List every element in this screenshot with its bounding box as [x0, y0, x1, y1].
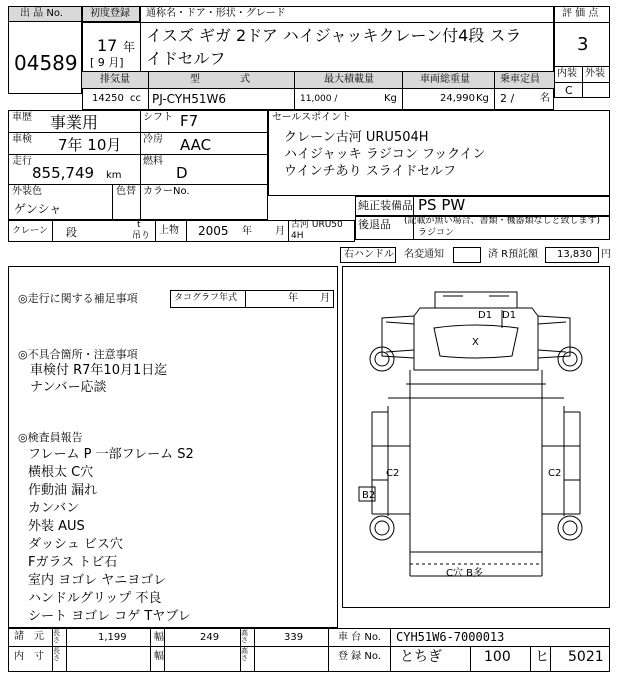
inspection-label: 車検 — [12, 134, 32, 145]
mount-year-unit: 年 — [242, 226, 252, 237]
diagram-mark-d1-right: D1 — [502, 310, 517, 321]
name-label: 通称名・ドア・形状・グレード — [146, 8, 286, 19]
history-value: 事業用 — [50, 113, 99, 132]
aftermarket-label: 後退品 — [358, 218, 391, 231]
inspection-value: 7年 10月 — [58, 136, 122, 154]
diagram-mark-x: X — [472, 337, 479, 348]
max-load-value: 11,000 / — [300, 94, 338, 104]
fuel-label: 燃料 — [143, 156, 163, 167]
displacement-unit: cc — [130, 93, 141, 104]
mileage-label: 走行 — [12, 156, 32, 167]
mileage-unit: km — [106, 170, 122, 181]
inspector-line-7: Fガラス トビ石 — [28, 555, 118, 570]
max-load-unit: Kg — [384, 93, 397, 104]
name-change-label: 名変通知 — [404, 249, 444, 260]
width-value: 249 — [200, 632, 220, 643]
diagram-mark-d1-left: D1 — [478, 310, 493, 321]
car-name-line2: イドセルフ — [146, 49, 226, 68]
shift-label: シフト — [143, 112, 173, 123]
crane-label: クレーン — [12, 226, 48, 236]
inspector-line-6: ダッシュ ビス穴 — [28, 537, 123, 552]
lot-number: 04589 — [14, 51, 78, 75]
tacho-month-unit: 月 — [320, 293, 330, 304]
width-label: 幅 — [154, 632, 164, 643]
dims-label: 諸 元 — [14, 631, 44, 642]
color-label: 外装色 — [12, 186, 42, 197]
displacement-label: 排気量 — [100, 74, 130, 85]
sales-point-3: ウインチあり スライドセルフ — [284, 164, 456, 179]
recycle-unit: 円 — [601, 249, 611, 260]
sales-point-1: クレーン古河 URU504H — [284, 130, 429, 145]
diagram-mark-b2: B2 — [362, 490, 376, 501]
cargo-label: 内 寸 — [14, 651, 44, 662]
first-reg-year: 17 — [97, 36, 118, 55]
crane-lift-unit: 吊り — [132, 231, 151, 241]
inspector-line-1: フレーム P 一部フレーム S2 — [28, 447, 194, 462]
first-reg-month: [ 9 月] — [90, 56, 124, 69]
chassis-label: 車 台 No. — [338, 632, 381, 643]
history-label: 車歴 — [12, 112, 32, 123]
capacity-value: 2 / — [500, 92, 515, 105]
cargo-length-label: 長さ — [53, 647, 60, 663]
reg-class: 100 — [484, 649, 511, 665]
chassis-value: CYH51W6-7000013 — [396, 630, 505, 644]
ac-value: AAC — [180, 136, 212, 154]
cargo-width-label: 幅 — [154, 651, 164, 662]
tacho-year-unit: 年 — [288, 293, 298, 304]
diagram-mark-rear: C穴 B多 — [446, 568, 484, 579]
mount-month-unit: 月 — [275, 226, 285, 237]
defect-2: ナンバー応談 — [30, 380, 107, 395]
displacement-value: 14250 — [92, 93, 124, 104]
driving-notes-label: ◎走行に関する補足事項 — [18, 292, 138, 305]
crane-stages-unit: 段 — [66, 226, 77, 239]
name-change-box — [453, 247, 481, 263]
inspector-label: ◎検査員報告 — [18, 431, 83, 444]
aftermarket-value: ラジコン — [418, 228, 455, 238]
reg-label: 登 録 No. — [338, 651, 381, 662]
reg-region: とちぎ — [400, 649, 442, 665]
interior-label: 内装 — [557, 68, 577, 79]
inspector-line-10: シート ヨゴレ コゲ Tヤブレ — [28, 609, 191, 624]
inspector-line-8: 室内 ヨゴレ ヤニヨゴレ — [28, 573, 167, 588]
defect-1: 車検付 R7年10月1日迄 — [30, 363, 168, 378]
inspector-line-3: 作動油 漏れ — [28, 483, 98, 498]
score-label: 評 価 点 — [562, 8, 599, 19]
crane-ton-unit: t — [137, 220, 141, 230]
capacity-label: 乗車定員 — [500, 74, 540, 85]
model-value: PJ-CYH51W6 — [152, 92, 226, 106]
tacho-label: タコグラフ年式 — [174, 293, 238, 303]
reg-kana: ヒ — [535, 649, 549, 665]
gross-weight-unit: Kg — [476, 93, 489, 104]
aftermarket-note: (記載が無い場合、書類・機器類なしと致します) — [404, 216, 601, 226]
inspector-line-2: 横根太 C穴 — [28, 465, 94, 480]
first-reg-label: 初度登録 — [90, 8, 130, 19]
max-load-label: 最大積載量 — [324, 74, 374, 85]
car-name-line1: イスズ ギガ 2ドア ハイジャッキクレーン付4段 スラ — [146, 26, 522, 45]
gross-weight-label: 車両総重量 — [420, 74, 470, 85]
length-label: 長さ — [53, 629, 60, 645]
inspector-line-9: ハンドルグリップ 不良 — [28, 591, 162, 606]
recycle-amount: 13,830 — [557, 249, 592, 260]
color-change-label: 色替 — [116, 186, 136, 197]
first-reg-year-unit: 年 — [123, 40, 136, 54]
color-value: ゲンシャ — [14, 202, 62, 216]
equipment-label: 純正装備品 — [358, 199, 413, 212]
mount-model-line2: 4H — [291, 231, 304, 241]
reg-number: 5021 — [568, 649, 604, 665]
sales-point-label: セールスポイント — [272, 112, 352, 123]
inspector-line-5: 外装 AUS — [28, 519, 85, 534]
capacity-unit: 名 — [540, 93, 550, 104]
diagram-mark-c2-left: C2 — [386, 468, 400, 479]
score-value: 3 — [577, 34, 589, 55]
equipment-value: PS PW — [418, 196, 466, 214]
color-no-label: カラーNo. — [143, 186, 190, 197]
mount-model-line1: 古河 URU50 — [291, 220, 343, 230]
drive-side: 右ハンドル — [344, 249, 394, 260]
height-value: 339 — [284, 632, 304, 643]
model-label: 型 式 — [190, 74, 250, 85]
sales-point-2: ハイジャッキ ラジコン フックイン — [284, 147, 486, 162]
ac-label: 冷房 — [143, 134, 163, 145]
mount-year: 2005 — [198, 224, 229, 238]
interior-grade: C — [565, 84, 573, 97]
exterior-label: 外装 — [585, 68, 605, 79]
lot-label: 出 品 No. — [20, 8, 63, 19]
shift-value: F7 — [180, 112, 199, 130]
length-value: 1,199 — [98, 632, 127, 643]
mount-label: 上物 — [159, 225, 179, 236]
recycle-label: 済 R預託額 — [488, 249, 539, 260]
fuel-value: D — [176, 164, 188, 182]
gross-weight-value: 24,990 — [440, 93, 475, 104]
defects-label: ◎不具合箇所・注意事項 — [18, 348, 138, 361]
mileage-value: 855,749 — [32, 164, 95, 182]
inspector-line-4: カンバン — [28, 501, 80, 516]
truck-damage-diagram — [342, 266, 610, 608]
height-label: 高さ — [241, 629, 248, 645]
cargo-height-label: 高さ — [241, 647, 248, 663]
diagram-mark-c2-right: C2 — [548, 468, 562, 479]
